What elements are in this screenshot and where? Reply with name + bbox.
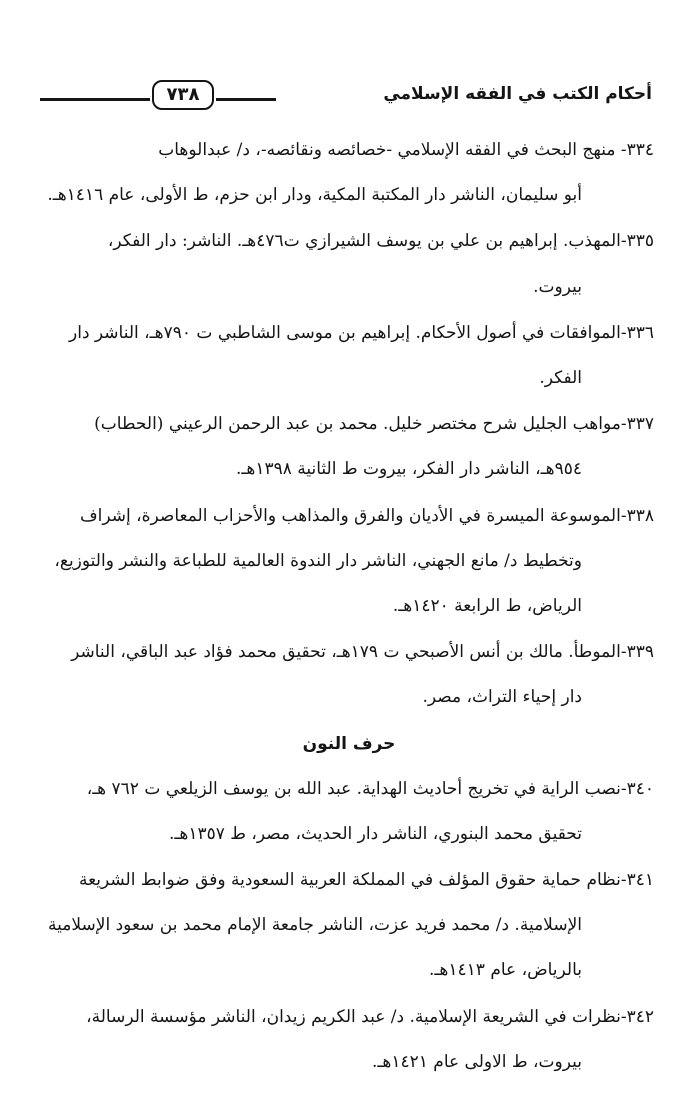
entry-number: ٣٤٠-	[620, 778, 654, 799]
entry-continuation: تحقيق محمد البنوري، الناشر دار الحديث، مصر، ط ١٣٥٧هـ.	[169, 823, 582, 844]
bibliography-entry	[44, 767, 654, 857]
bibliography-entry	[44, 995, 654, 1085]
entry-continuation: أبو سليمان، الناشر دار المكتبة المكية، ودار ابن حزم، ط الأولى، عام ١٤١٦هـ.	[47, 185, 582, 206]
bibliography-entry	[44, 402, 654, 492]
page-number-badge: ٧٣٨	[152, 80, 214, 110]
entry-first-line: نظرات في الشريعة الإسلامية. د/ عبد الكريم زيدان، الناشر مؤسسة الرسالة،	[86, 1006, 621, 1027]
entry-first-line: منهج البحث في الفقه الإسلامي -خصائصه ونقائصه-، د/ عبدالوهاب	[158, 140, 621, 160]
entry-number: ٣٣٩-	[620, 642, 654, 663]
entry-number: ٣٤١-	[620, 870, 654, 891]
bibliography-entry	[44, 128, 654, 218]
entry-continuation: وتخطيط د/ مانع الجهني، الناشر دار الندوة العالمية للطباعة والنشر والتوزيع، الرياض، ط الرابعة ١٤٢٠هـ.	[54, 550, 582, 617]
bibliography-entry	[44, 630, 654, 720]
entry-number: ٣٣٤-	[620, 140, 654, 160]
entry-continuation: الفكر.	[539, 368, 582, 389]
bibliography-entry	[44, 219, 654, 309]
entry-first-line: المهذب. إبراهيم بن علي بن يوسف الشيرازي ت٤٧٦هـ. الناشر: دار الفكر،	[107, 231, 621, 252]
entry-number: ٣٣٨-	[620, 505, 654, 526]
entry-continuation: بيروت.	[533, 276, 582, 297]
header-rule	[40, 98, 150, 101]
entry-number: ٣٣٧-	[620, 414, 654, 435]
entry-number: ٣٣٥-	[620, 231, 654, 252]
entry-first-line: الموطأ. مالك بن أنس الأصبحي ت ١٧٩هـ، تحقيق محمد فؤاد عبد الباقي، الناشر	[71, 642, 621, 663]
section-heading: حرف النون	[302, 733, 396, 754]
entry-first-line: نظام حماية حقوق المؤلف في المملكة العربية السعودية وفق ضوابط الشريعة	[78, 870, 621, 891]
bibliography-entry	[44, 311, 654, 401]
bibliography-entry	[44, 494, 654, 630]
entry-number: ٣٤٢-	[620, 1006, 654, 1027]
entry-continuation: الإسلامية. د/ محمد فريد عزت، الناشر جامعة الإمام محمد بن سعود الإسلامية بالرياض، عام ١٤١٣هـ.	[48, 915, 582, 981]
entry-first-line: نصب الراية في تخريج أحاديث الهداية. عبد الله بن يوسف الزيلعي ت ٧٦٢ هـ،	[86, 778, 621, 799]
entry-first-line: الموسوعة الميسرة في الأديان والفرق والمذاهب والأحزاب المعاصرة، إشراف	[80, 505, 621, 526]
entry-first-line: الموافقات في أصول الأحكام. إبراهيم بن موسى الشاطبي ت ٧٩٠هـ، الناشر دار	[69, 322, 621, 343]
entry-number: ٣٣٦-	[620, 322, 654, 343]
entry-continuation: دار إحياء التراث، مصر.	[422, 687, 582, 708]
bibliography-list	[44, 128, 654, 1086]
header-rule	[216, 98, 276, 101]
bibliography-entry	[44, 858, 654, 994]
entry-first-line: مواهب الجليل شرح مختصر خليل. محمد بن عبد الرحمن الرعيني (الحطاب)	[94, 414, 621, 435]
running-title: أحكام الكتب في الفقه الإسلامي	[383, 84, 652, 104]
page-header	[40, 78, 652, 118]
entry-continuation: بيروت، ط الاولى عام ١٤٢١هـ.	[372, 1051, 582, 1072]
entry-continuation: ٩٥٤هـ، الناشر دار الفكر، بيروت ط الثانية ١٣٩٨هـ.	[235, 459, 582, 480]
